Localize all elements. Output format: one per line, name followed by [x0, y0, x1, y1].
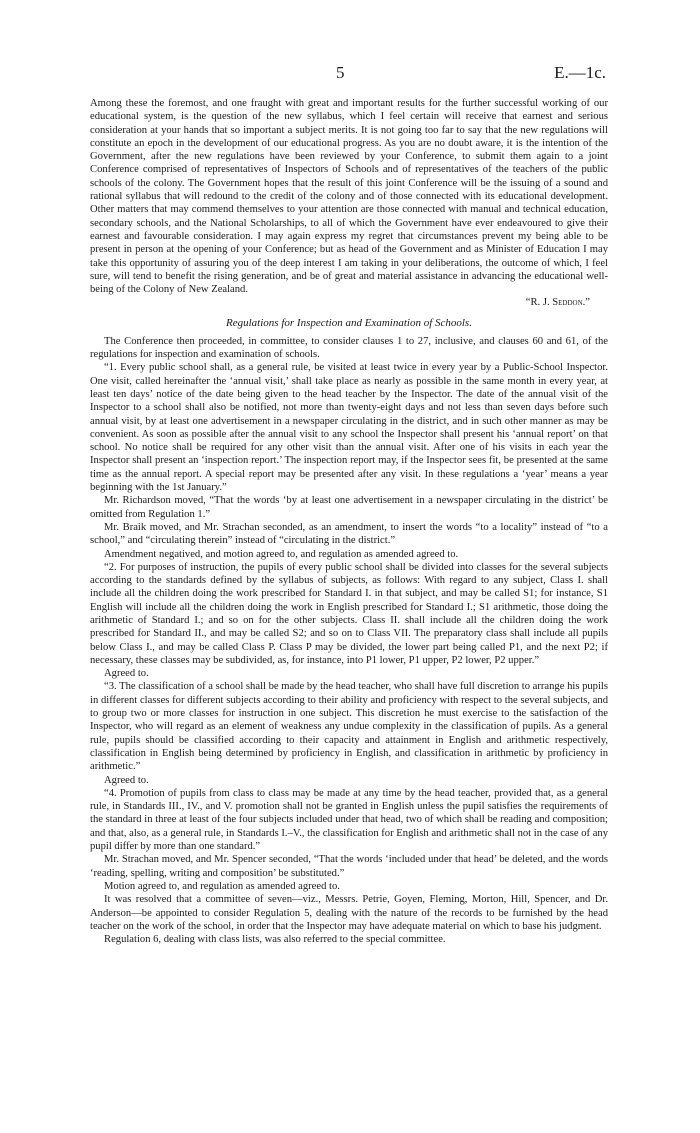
regulation-2: “2. For purposes of instruction, the pupils of every public school shall be divided into classes for the several subjects according to the standards defined by the syllabus of subjects, as follows: With regard to any subject, Class I. shall include all the children doing the work prescribed for Standard I. in that subject, and may be called S1; for instance, S1 English will include all the children doing the work in English prescribed for Standard I.; S1 arithmetic, those doing the arithmetic of Standard I.; and so on for the other subjects. Class II. shall include all the children doing the work prescribed for Standard II., and may be called S2; and so on to Class VII. The preparatory class shall include all pupils below Class I., and may be called Class P. Class P may be divided, the lower part being called P1, and the next P2; if necessary, these classes may be subdivided, as, for instance, into P1 lower, P1 upper, P2 lower, P2 upper.”	[90, 561, 608, 666]
regulation-1: “1. Every public school shall, as a general rule, be visited at least twice in every year by a Public-School Inspector. One visit, called hereinafter the ‘annual visit,’ shall take place as nearly as possible in the same month in every year, at least ten days’ notice of the date being given to the head teacher by the Inspector. The date of the annual visit of the Inspector to a school shall also be notified, not more than twenty-eight days and not less than seven days before such annual visit, by at least one advertisement in a newspaper circulating in the district, and in such other manner as may be convenient. As soon as possible after the annual visit to any school the Inspector shall present his ‘annual report’ on that school. No notice shall be required for any other visit than the annual visit. After one of his visits in each year the Inspector shall present an ‘inspection report.’ The inspection report may, if the Inspector sees fit, be presented at the same time as the annual report. A special report may be presented after any visit. In these regulations a ‘year’ means a year beginning with the 1st January.”	[90, 362, 608, 494]
motion-richardson: Mr. Richardson moved, “That the words ‘by at least one advertisement in a newspaper circulating in the district’ be omitted from Regulation 1.”	[90, 495, 608, 520]
agreed-note: Agreed to.	[104, 668, 149, 680]
motion-strachan: Mr. Strachan moved, and Mr. Spencer seconded, “That the words ‘included under that head’ be deleted, and the words ‘reading, spelling, writing and composition’ be substituted.”	[90, 854, 608, 879]
amendment-braik: Mr. Braik moved, and Mr. Strachan seconded, as an amendment, to insert the words “to a locality” instead of “to a school,” and “circulating therein” instead of “circulating in the district.”	[90, 521, 608, 547]
resolution-note: Motion agreed to, and regulation as amended agreed to.	[104, 880, 340, 892]
page-header	[0, 63, 700, 85]
page-number: 5	[336, 63, 345, 82]
section-title: Regulations for Inspection and Examination of Schools.	[226, 316, 472, 329]
signature: “R. J. Seddon.”	[525, 297, 590, 309]
agreed-note: Agreed to.	[104, 774, 149, 786]
committee-resolution: It was resolved that a committee of seven—viz., Messrs. Petrie, Goyen, Fleming, Morton, Hill, Spencer, and Dr. Anderson—be appointed to consider Regulation 5, dealing with the nature of the records to be furnished by the head teacher on the work of the school, in order that the Inspector may have adequate material on which to base his judgment.	[90, 894, 608, 932]
document-body	[90, 97, 608, 946]
regulation-6-note: Regulation 6, dealing with class lists, was also referred to the special committee.	[104, 934, 446, 946]
regulation-3: “3. The classification of a school shall be made by the head teacher, who shall have full discretion to arrange his pupils in different classes for different subjects according to their ability and proficiency with respect to the several subjects, and to group two or more classes for instruction in one subject. This discretion he must exercise to the satisfaction of the Inspector, who will regard as an element of weakness any undue complexity in the classification of pupils. As a general rule, pupils should be classified according to their capacity and attainment in English and arithmetic respectively, classification in English being determined by proficiency in English, and classification in arithmetic by proficiency in arithmetic.”	[90, 681, 608, 773]
body-paragraph: The Conference then proceeded, in committee, to consider clauses 1 to 27, inclusive, and clauses 60 and 61, of the regulations for inspection and examination of schools.	[90, 335, 608, 361]
intro-paragraph: Among these the foremost, and one fraught with great and important results for the further successful working of our educational system, is the question of the new syllabus, which I feel certain will receive that earnest and serious consideration at your hands that so important a subject merits. It is not going too far to say that the new regulations will constitute an epoch in the development of our educational progress. As you are no doubt aware, it is the intention of the Government, after the new regulations have been reviewed by your Conference, to submit them again to a joint Conference comprised of representatives of Inspectors of Schools and of representatives of the teachers of the public schools of the colony. The Government hopes that the result of this joint Conference will be the issuing of a sound and rational syllabus that will redound to the credit of the colony and of those connected with its educational development. Other matters that may commend themselves to your attention are those connected with manual and technical education, secondary schools, and the National Scholarships, to all of which the Government have ever endeavoured to give their earnest and favourable consideration. I may again express my regret that circumstances prevent my being able to be present in person at the opening of your Conference; but as head of the Government and as Minister of Education I may take this opportunity of assuring you of the deep interest I am taking in your deliberations, the outcome of which, I feel sure, will tend to benefit the rising generation, and be of great and material assistance in advancing the educational well-being of the Colony of New Zealand.	[90, 98, 608, 296]
regulation-4: “4. Promotion of pupils from class to class may be made at any time by the head teacher, provided that, as a general rule, in Standards III., IV., and V. promotion shall not be granted in English unless the pupil satisfies the requirements of the standard in three at least of the four subjects included under that head, two of which shall be reading and composition; and that, also, as a general rule, in Standards I.–V., the classification for English and arithmetic shall not in the case of any pupil differ by more than one standard.”	[90, 787, 608, 853]
resolution-note: Amendment negatived, and motion agreed to, and regulation as amended agreed to.	[104, 548, 459, 560]
document-reference: E.—1c.	[554, 63, 606, 82]
